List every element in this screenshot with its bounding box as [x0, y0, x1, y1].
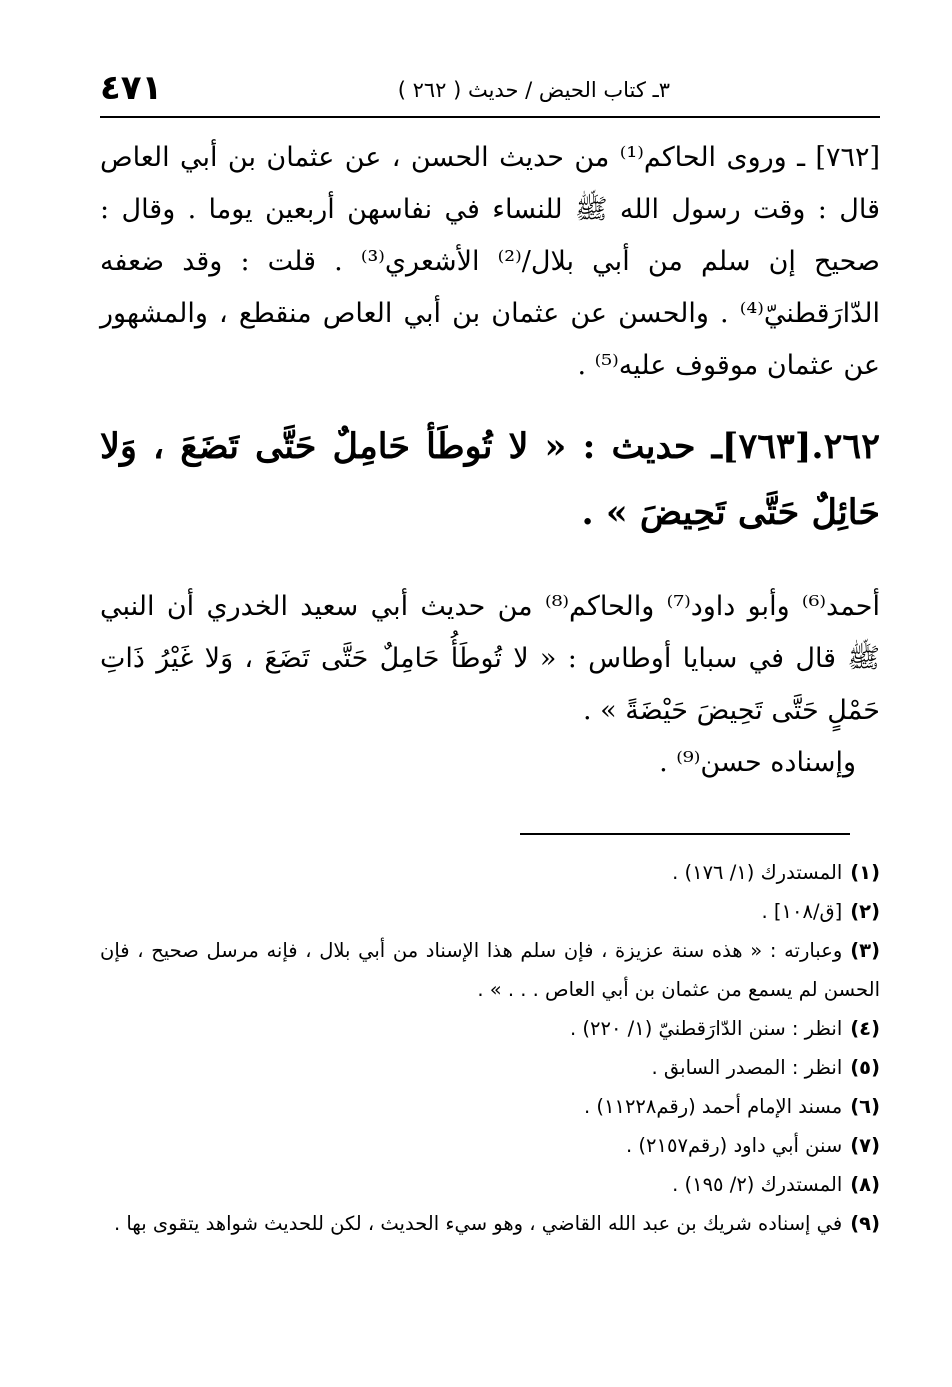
paragraph-takhrij: أحمد⁽⁶⁾ وأبو داود⁽⁷⁾ والحاكم⁽⁸⁾ من حديث أبي سعيد الخدري أن النبي ﷺ قال في سبايا أوطاس : « لا تُوطَأُ حَامِلٌ حَتَّى تَضَعَ ، وَلا غَيْرُ ذَاتِ حَمْلٍ حَتَّى تَحِيضَ حَيْضَةً » . [100, 591, 880, 726]
page-header [100, 60, 880, 118]
paragraph-narration-762: [٧٦٢] ـ وروى الحاكم⁽¹⁾ من حديث الحسن ، عن عثمان بن أبي العاص قال : وقت رسول الله ﷺ للنساء في نفاسهن أربعين يوما . وقال : صحيح إن سلم من أبي بلال/⁽²⁾ الأشعري⁽³⁾ . قلت : وقد ضعفه الدّارَقطنيّ⁽⁴⁾ . والحسن عن عثمان بن أبي العاص منقطع ، والمشهور عن عثمان موقوف عليه⁽⁵⁾ . [100, 142, 880, 381]
running-head: ٣ـ كتاب الحيض / حديث ( ٢٦٢ ) [397, 78, 670, 102]
footnote-text: [ق/١٠٨] . [761, 900, 843, 923]
footnote-text: وعبارته : « هذه سنة عزيزة ، فإن سلم هذا الإسناد من أبي بلال ، فإنه مرسل صحيح ، فإن الحسن لم يسمع من عثمان بن أبي العاص . . . » . [100, 939, 880, 1001]
footnote-text: سنن أبي داود (رقم٢١٥٧) . [626, 1134, 843, 1157]
footnote-text: المستدرك (١/ ١٧٦) . [672, 861, 843, 884]
footnote-9 [100, 1204, 880, 1243]
footnote-number: (٤) [850, 1017, 880, 1040]
footnote-number: (٨) [850, 1173, 880, 1196]
footnote-number: (٧) [850, 1134, 880, 1157]
footnote-8 [100, 1165, 880, 1204]
paragraph-isnad-grade: وإسناده حسن⁽⁹⁾ . [659, 747, 856, 778]
hadith-heading-262: ٢٦٢.[٧٦٣]ـ حديث : « لا تُوطَأ حَامِلٌ حَتَّى تَضَعَ ، وَلا حَائِلٌ حَتَّى تَحِيضَ » . [100, 426, 880, 533]
footnote-text: انظر : المصدر السابق . [651, 1056, 843, 1079]
book-page [100, 60, 880, 1243]
footnote-6 [100, 1087, 880, 1126]
footnote-3 [100, 931, 880, 1009]
footnote-number: (٥) [850, 1056, 880, 1079]
footnote-4 [100, 1009, 880, 1048]
footnote-number: (٣) [850, 939, 880, 962]
footnote-text: في إسناده شريك بن عبد الله القاضي ، وهو سيء الحديث ، لكن للحديث شواهد يتقوى بها . [113, 1212, 843, 1235]
footnote-number: (٢) [850, 900, 880, 923]
footnote-2 [100, 892, 880, 931]
page-number: ٤٧١ [100, 68, 163, 108]
footnote-7 [100, 1126, 880, 1165]
footnotes [100, 853, 880, 1243]
footnote-separator [520, 833, 850, 835]
footnote-text: مسند الإمام أحمد (رقم١١٢٢٨) . [584, 1095, 843, 1118]
footnote-number: (٦) [850, 1095, 880, 1118]
footnote-5 [100, 1048, 880, 1087]
footnote-number: (١) [850, 861, 880, 884]
footnote-text: انظر : سنن الدّارَقطنيّ (١/ ٢٢٠) . [570, 1017, 843, 1040]
footnote-1 [100, 853, 880, 892]
footnote-text: المستدرك (٢/ ١٩٥) . [672, 1173, 843, 1196]
footnote-number: (٩) [850, 1212, 880, 1235]
